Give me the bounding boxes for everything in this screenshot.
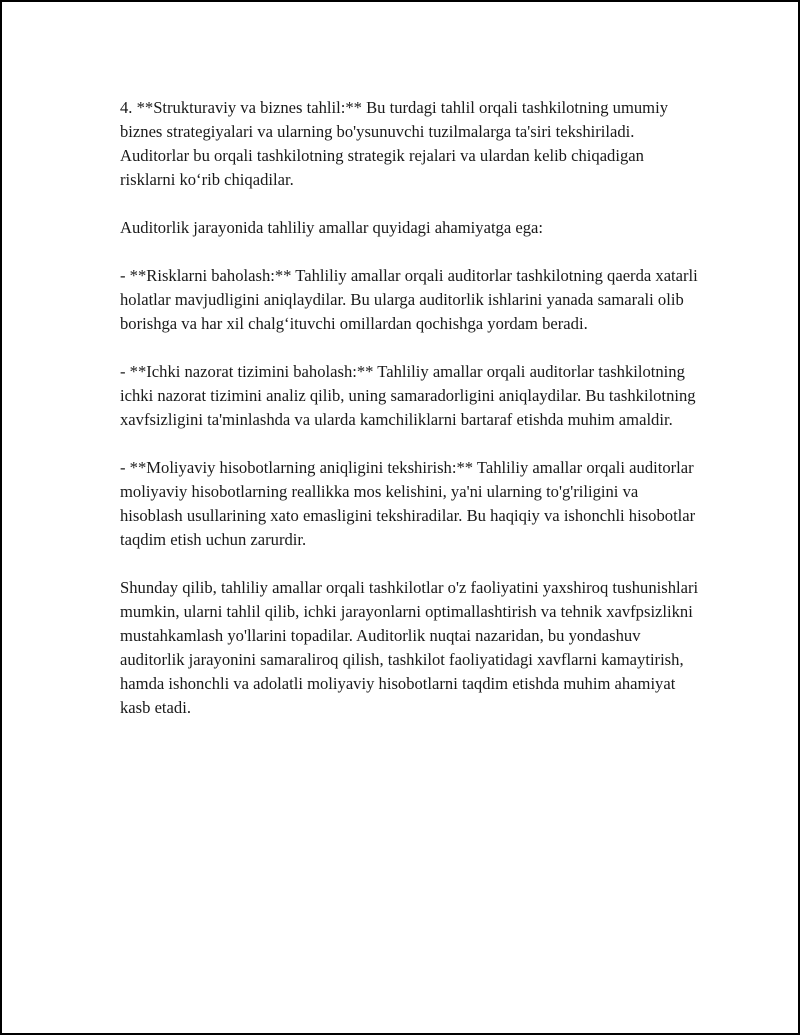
paragraph-importance-intro: Auditorlik jarayonida tahliliy amallar quyidagi ahamiyatga ega: (120, 218, 544, 237)
paragraph-conclusion: Shunday qilib, tahliliy amallar orqali tashkilotlar o'z faoliyatini yaxshiroq tushunishlari mumkin, ularni tahlil qilib, ichki jarayonlarni optimallashtirish va tehnik xavfpsizlikni mustahkamlash yo'llarini topadilar. Auditorlik nuqtai nazaridan, bu yondashuv auditorlik jarayonini samaraliroq qilish, tashkilot faoliyatidagi xavflarni kamaytirish, hamda ishonchli va adolatli moliyaviy hisobotlarni taqdim etishda muhim ahamiyat kasb etadi. (120, 578, 699, 717)
document-body (120, 96, 700, 744)
paragraph-risk-assessment: - **Risklarni baholash:** Tahliliy amallar orqali auditorlar tashkilotning qaerda xatarli holatlar mavjudligini aniqlaydilar. Bu ularga auditorlik ishlarini yanada samarali olib borishga va har xil chalg‘ituvchi omillardan qochishga yordam beradi. (120, 266, 698, 333)
paragraph-structural-analysis: 4. **Strukturaviy va biznes tahlil:** Bu turdagi tahlil orqali tashkilotning umumiy biznes strategiyalari va ularning bo'ysunuvchi tuzilmalarga ta'siri tekshiriladi. Auditorlar bu orqali tashkilotning strategik rejalari va ulardan kelib chiqadigan risklarni ko‘rib chiqadilar. (120, 98, 668, 189)
paragraph-financial-statements: - **Moliyaviy hisobotlarning aniqligini tekshirish:** Tahliliy amallar orqali auditorlar moliyaviy hisobotlarning reallikka mos kelishini, ya'ni ularning to'g'riligini va hisoblash usullarining xato emasligini tekshiradilar. Bu haqiqiy va ishonchli hisobotlar taqdim etish uchun zarurdir. (120, 458, 696, 549)
paragraph-internal-control: - **Ichki nazorat tizimini baholash:** Tahliliy amallar orqali auditorlar tashkilotning ichki nazorat tizimini analiz qilib, uning samaradorligini aniqlaydilar. Bu tashkilotning xavfsizligini ta'minlashda va ularda kamchiliklarni bartaraf etishda muhim amaldir. (120, 362, 696, 429)
